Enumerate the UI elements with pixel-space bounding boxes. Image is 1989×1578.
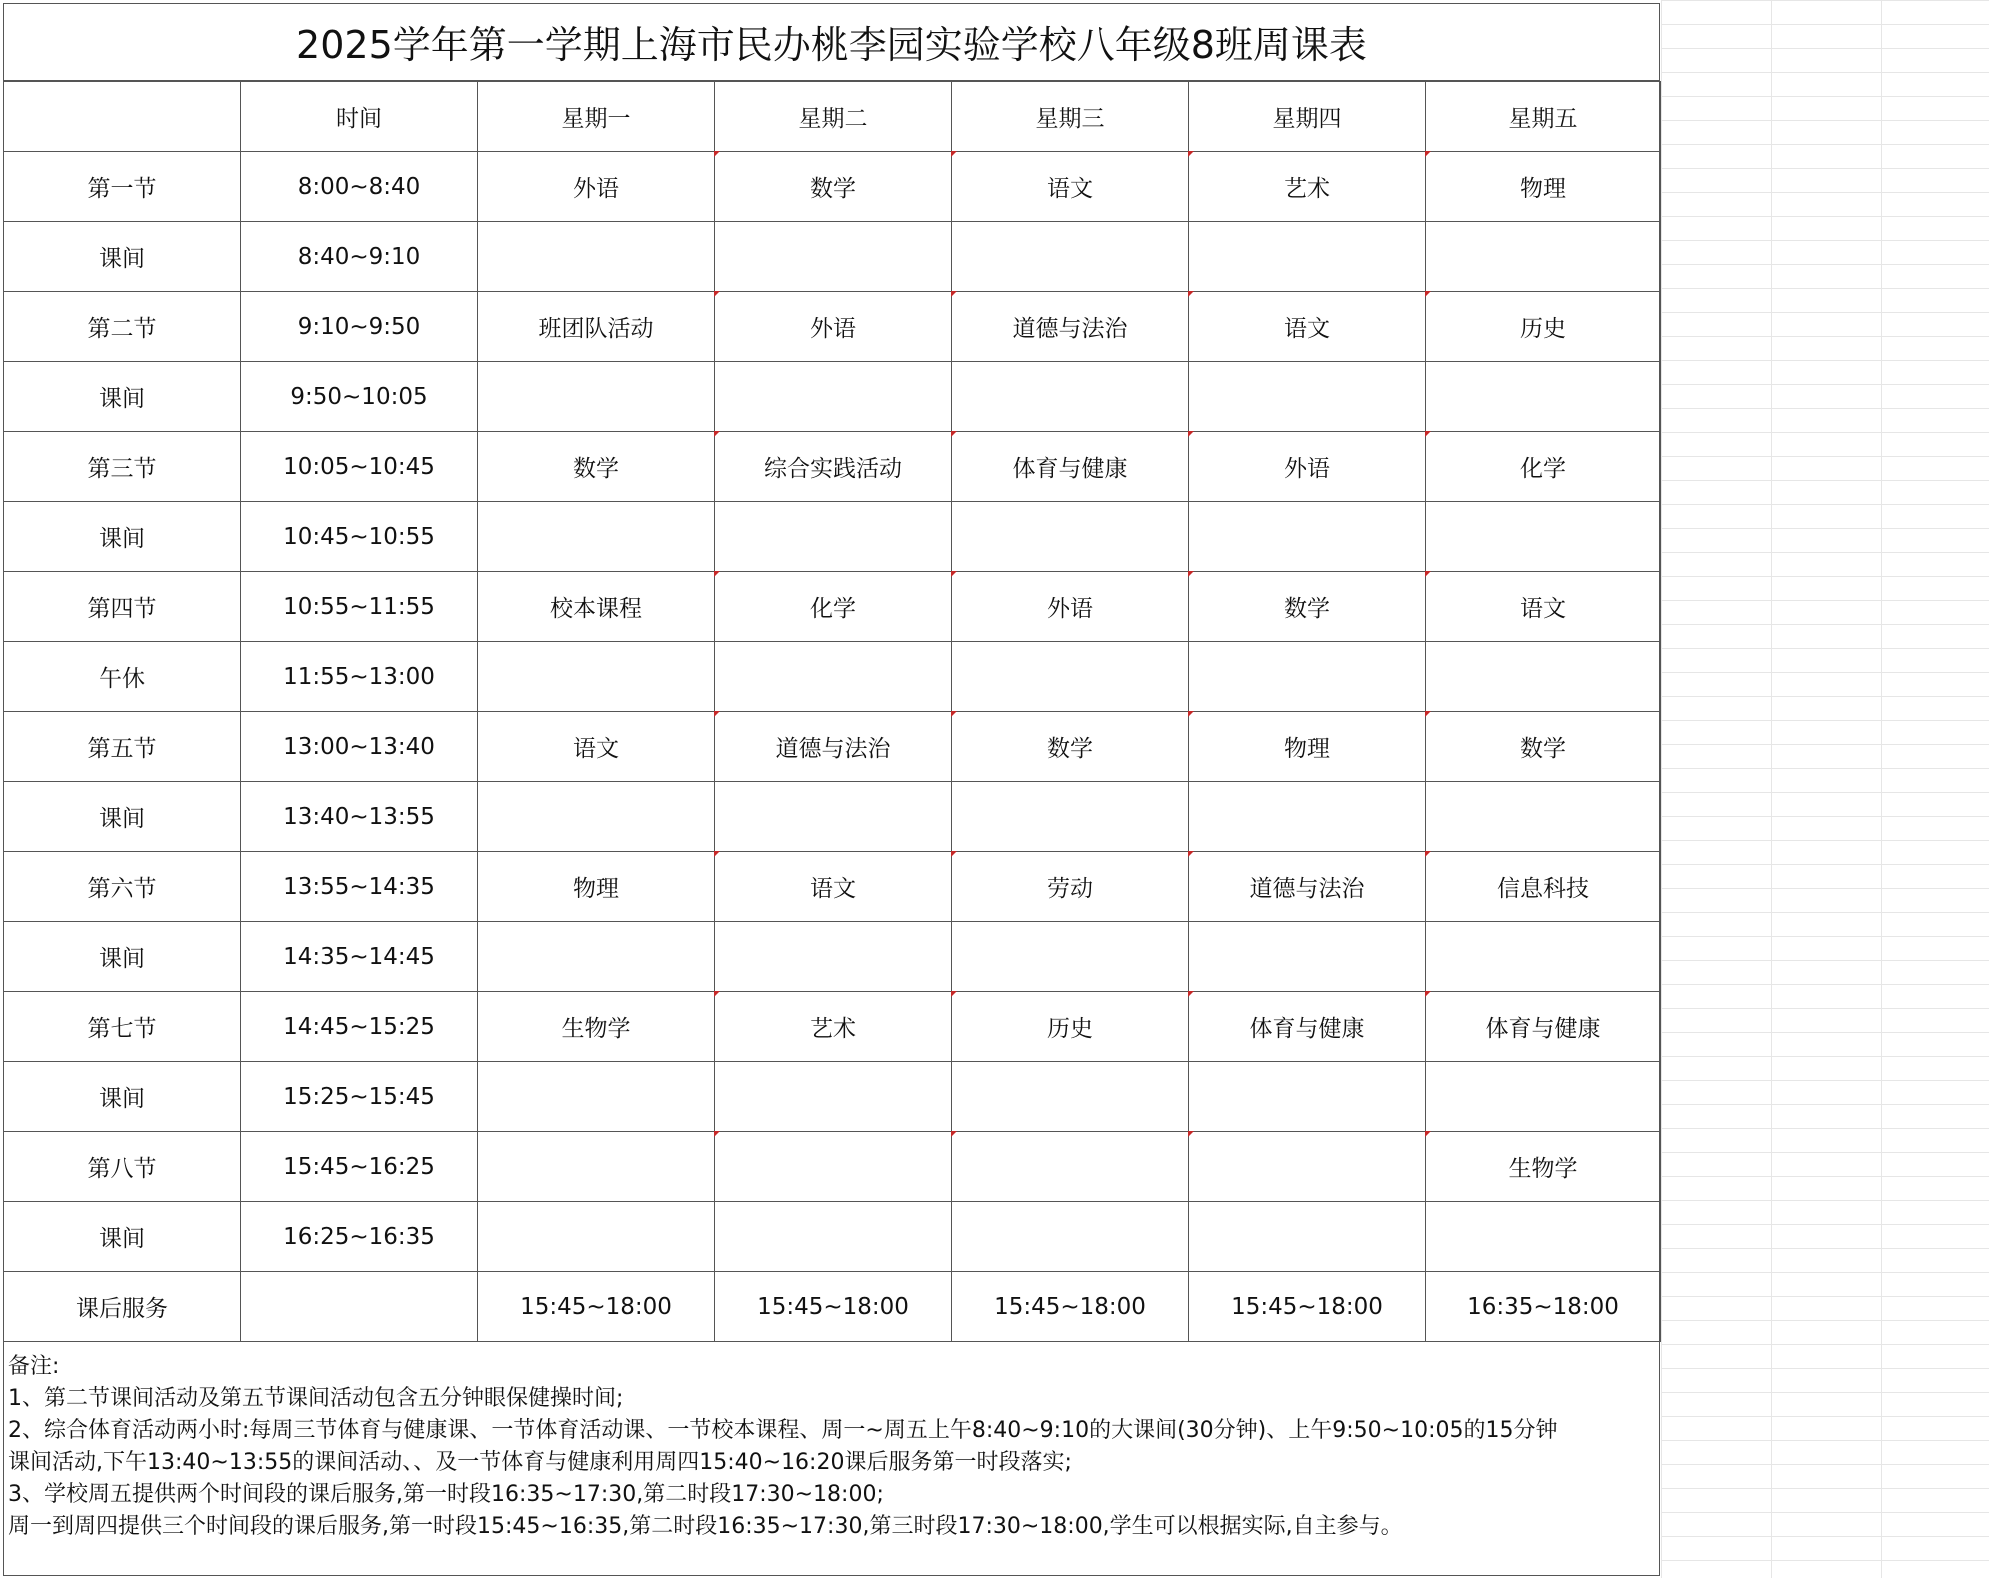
subject-cell[interactable]: 班团队活动 bbox=[478, 292, 715, 362]
subject-cell[interactable]: 数学 bbox=[1426, 712, 1661, 782]
subject-cell[interactable]: 物理 bbox=[1189, 712, 1426, 782]
time-cell[interactable]: 15:45~16:25 bbox=[241, 1132, 478, 1202]
subject-cell[interactable] bbox=[478, 502, 715, 572]
subject-cell[interactable] bbox=[952, 782, 1189, 852]
table-row bbox=[4, 922, 1661, 992]
subject-cell[interactable]: 道德与法治 bbox=[1189, 852, 1426, 922]
subject-cell[interactable]: 外语 bbox=[1189, 432, 1426, 502]
subject-cell[interactable] bbox=[715, 1202, 952, 1272]
time-cell[interactable]: 10:55~11:55 bbox=[241, 572, 478, 642]
subject-cell[interactable] bbox=[1189, 922, 1426, 992]
subject-cell[interactable] bbox=[715, 362, 952, 432]
period-label-cell[interactable]: 第七节 bbox=[4, 992, 241, 1062]
time-cell[interactable]: 9:10~9:50 bbox=[241, 292, 478, 362]
note-line: 1、第二节课间活动及第五节课间活动包含五分钟眼保健操时间; bbox=[8, 1386, 624, 1411]
note-line: 3、学校周五提供两个时间段的课后服务,第一时段16:35~17:30,第二时段17:30~18:00; bbox=[8, 1482, 884, 1507]
subject-cell[interactable]: 体育与健康 bbox=[1189, 992, 1426, 1062]
subject-cell[interactable]: 15:45~18:00 bbox=[952, 1272, 1189, 1342]
subject-cell[interactable] bbox=[1189, 782, 1426, 852]
table-row bbox=[4, 712, 1661, 782]
subject-cell[interactable] bbox=[952, 1202, 1189, 1272]
subject-cell[interactable] bbox=[1426, 502, 1661, 572]
subject-cell[interactable]: 15:45~18:00 bbox=[478, 1272, 715, 1342]
subject-cell[interactable] bbox=[952, 362, 1189, 432]
subject-cell[interactable]: 外语 bbox=[478, 152, 715, 222]
period-label-cell[interactable]: 午休 bbox=[4, 642, 241, 712]
table-row bbox=[4, 1202, 1661, 1272]
period-label-cell[interactable]: 第五节 bbox=[4, 712, 241, 782]
subject-cell[interactable] bbox=[952, 222, 1189, 292]
subject-cell[interactable] bbox=[952, 1062, 1189, 1132]
period-label-cell[interactable]: 第一节 bbox=[4, 152, 241, 222]
subject-cell[interactable]: 外语 bbox=[952, 572, 1189, 642]
subject-cell[interactable] bbox=[478, 922, 715, 992]
note-line: 2、综合体育活动两小时:每周三节体育与健康课、一节体育活动课、一节校本课程、周一~周五上午8:40~9:10的大课间(30分钟)、上午9:50~10:05的15分钟 bbox=[8, 1418, 1558, 1443]
time-cell[interactable]: 16:25~16:35 bbox=[241, 1202, 478, 1272]
subject-cell[interactable] bbox=[952, 1132, 1189, 1202]
time-cell[interactable] bbox=[241, 1272, 478, 1342]
subject-cell[interactable]: 数学 bbox=[1189, 572, 1426, 642]
subject-cell[interactable]: 语文 bbox=[1189, 292, 1426, 362]
table-row bbox=[4, 152, 1661, 222]
period-label-cell[interactable]: 课间 bbox=[4, 1062, 241, 1132]
subject-cell[interactable]: 校本课程 bbox=[478, 572, 715, 642]
subject-cell[interactable] bbox=[1189, 1202, 1426, 1272]
table-row bbox=[4, 292, 1661, 362]
header-day-cell: 星期一 bbox=[478, 82, 715, 152]
subject-cell[interactable]: 体育与健康 bbox=[952, 432, 1189, 502]
subject-cell[interactable]: 信息科技 bbox=[1426, 852, 1661, 922]
subject-cell[interactable]: 语文 bbox=[952, 152, 1189, 222]
time-cell[interactable]: 15:25~15:45 bbox=[241, 1062, 478, 1132]
subject-cell[interactable]: 化学 bbox=[715, 572, 952, 642]
subject-cell[interactable] bbox=[1189, 362, 1426, 432]
table-row bbox=[4, 852, 1661, 922]
subject-cell[interactable] bbox=[1189, 222, 1426, 292]
subject-cell[interactable]: 外语 bbox=[715, 292, 952, 362]
subject-cell[interactable]: 综合实践活动 bbox=[715, 432, 952, 502]
subject-cell[interactable]: 劳动 bbox=[952, 852, 1189, 922]
subject-cell[interactable]: 体育与健康 bbox=[1426, 992, 1661, 1062]
subject-cell[interactable] bbox=[1189, 642, 1426, 712]
subject-cell[interactable] bbox=[1426, 1202, 1661, 1272]
subject-cell[interactable] bbox=[1189, 502, 1426, 572]
period-label-cell[interactable]: 第四节 bbox=[4, 572, 241, 642]
header-day-cell: 星期二 bbox=[715, 82, 952, 152]
subject-cell[interactable] bbox=[715, 1132, 952, 1202]
subject-cell[interactable] bbox=[478, 362, 715, 432]
schedule-title: 2025学年第一学期上海市民办桃李园实验学校八年级8班周课表 bbox=[3, 3, 1660, 81]
subject-cell[interactable] bbox=[1426, 1062, 1661, 1132]
subject-cell[interactable] bbox=[1426, 222, 1661, 292]
spreadsheet-grid-background bbox=[1661, 0, 1989, 1578]
period-label-cell[interactable]: 课间 bbox=[4, 222, 241, 292]
subject-cell[interactable]: 道德与法治 bbox=[715, 712, 952, 782]
table-row bbox=[4, 782, 1661, 852]
subject-cell[interactable] bbox=[1426, 782, 1661, 852]
table-row bbox=[4, 642, 1661, 712]
period-label-cell[interactable]: 课间 bbox=[4, 362, 241, 432]
subject-cell[interactable]: 数学 bbox=[478, 432, 715, 502]
table-row bbox=[4, 1132, 1661, 1202]
subject-cell[interactable]: 数学 bbox=[952, 712, 1189, 782]
table-row bbox=[4, 432, 1661, 502]
subject-cell[interactable]: 化学 bbox=[1426, 432, 1661, 502]
subject-cell[interactable] bbox=[715, 922, 952, 992]
subject-cell[interactable] bbox=[952, 502, 1189, 572]
subject-cell[interactable] bbox=[478, 1132, 715, 1202]
time-cell[interactable]: 9:50~10:05 bbox=[241, 362, 478, 432]
subject-cell[interactable] bbox=[1426, 642, 1661, 712]
period-label-cell[interactable]: 第六节 bbox=[4, 852, 241, 922]
subject-cell[interactable] bbox=[715, 222, 952, 292]
time-cell[interactable]: 13:40~13:55 bbox=[241, 782, 478, 852]
time-cell[interactable]: 8:00~8:40 bbox=[241, 152, 478, 222]
subject-cell[interactable]: 艺术 bbox=[1189, 152, 1426, 222]
subject-cell[interactable]: 16:35~18:00 bbox=[1426, 1272, 1661, 1342]
subject-cell[interactable] bbox=[1189, 1132, 1426, 1202]
subject-cell[interactable]: 历史 bbox=[1426, 292, 1661, 362]
time-cell[interactable]: 14:35~14:45 bbox=[241, 922, 478, 992]
header-row bbox=[4, 82, 1661, 152]
header-time-cell: 时间 bbox=[241, 82, 478, 152]
subject-cell[interactable] bbox=[715, 1062, 952, 1132]
subject-cell[interactable]: 物理 bbox=[1426, 152, 1661, 222]
period-label-cell[interactable]: 第二节 bbox=[4, 292, 241, 362]
subject-cell[interactable] bbox=[1189, 1062, 1426, 1132]
header-day-cell: 星期五 bbox=[1426, 82, 1661, 152]
period-label-cell[interactable]: 第八节 bbox=[4, 1132, 241, 1202]
notes-heading: 备注: bbox=[8, 1354, 60, 1379]
subject-cell[interactable]: 15:45~18:00 bbox=[715, 1272, 952, 1342]
table-row bbox=[4, 992, 1661, 1062]
period-label-cell[interactable]: 课间 bbox=[4, 502, 241, 572]
time-cell[interactable]: 10:45~10:55 bbox=[241, 502, 478, 572]
timetable bbox=[3, 81, 1661, 1342]
subject-cell[interactable]: 生物学 bbox=[1426, 1132, 1661, 1202]
subject-cell[interactable]: 语文 bbox=[1426, 572, 1661, 642]
subject-cell[interactable] bbox=[715, 782, 952, 852]
subject-cell[interactable]: 道德与法治 bbox=[952, 292, 1189, 362]
subject-cell[interactable] bbox=[952, 642, 1189, 712]
period-label-cell[interactable]: 课间 bbox=[4, 1202, 241, 1272]
subject-cell[interactable] bbox=[1426, 362, 1661, 432]
table-row bbox=[4, 1272, 1661, 1342]
note-line: 课间活动,下午13:40~13:55的课间活动、、及一节体育与健康利用周四15:40~16:20课后服务第一时段落实; bbox=[8, 1450, 1072, 1475]
subject-cell[interactable] bbox=[1426, 922, 1661, 992]
subject-cell[interactable] bbox=[478, 1202, 715, 1272]
subject-cell[interactable] bbox=[478, 1062, 715, 1132]
header-day-cell: 星期四 bbox=[1189, 82, 1426, 152]
header-day-cell: 星期三 bbox=[952, 82, 1189, 152]
table-row bbox=[4, 222, 1661, 292]
period-label-cell[interactable]: 课后服务 bbox=[4, 1272, 241, 1342]
note-line: 周一到周四提供三个时间段的课后服务,第一时段15:45~16:35,第二时段16:35~17:30,第三时段17:30~18:00,学生可以根据实际,自主参与。 bbox=[8, 1514, 1403, 1539]
subject-cell[interactable]: 语文 bbox=[715, 852, 952, 922]
subject-cell[interactable]: 物理 bbox=[478, 852, 715, 922]
notes-section bbox=[8, 1351, 1656, 1543]
subject-cell[interactable] bbox=[478, 642, 715, 712]
subject-cell[interactable]: 15:45~18:00 bbox=[1189, 1272, 1426, 1342]
period-label-cell[interactable]: 课间 bbox=[4, 782, 241, 852]
time-cell[interactable]: 13:55~14:35 bbox=[241, 852, 478, 922]
subject-cell[interactable]: 历史 bbox=[952, 992, 1189, 1062]
subject-cell[interactable]: 数学 bbox=[715, 152, 952, 222]
table-row bbox=[4, 572, 1661, 642]
subject-cell[interactable]: 艺术 bbox=[715, 992, 952, 1062]
table-row bbox=[4, 362, 1661, 432]
time-cell[interactable]: 11:55~13:00 bbox=[241, 642, 478, 712]
subject-cell[interactable] bbox=[715, 642, 952, 712]
table-row bbox=[4, 1062, 1661, 1132]
subject-cell[interactable] bbox=[478, 782, 715, 852]
subject-cell[interactable]: 生物学 bbox=[478, 992, 715, 1062]
period-label-cell[interactable]: 第三节 bbox=[4, 432, 241, 502]
period-label-cell[interactable]: 课间 bbox=[4, 922, 241, 992]
table-row bbox=[4, 502, 1661, 572]
subject-cell[interactable] bbox=[478, 222, 715, 292]
time-cell[interactable]: 8:40~9:10 bbox=[241, 222, 478, 292]
time-cell[interactable]: 13:00~13:40 bbox=[241, 712, 478, 782]
subject-cell[interactable]: 语文 bbox=[478, 712, 715, 782]
subject-cell[interactable] bbox=[715, 502, 952, 572]
time-cell[interactable]: 14:45~15:25 bbox=[241, 992, 478, 1062]
subject-cell[interactable] bbox=[952, 922, 1189, 992]
header-corner-cell bbox=[4, 82, 241, 152]
time-cell[interactable]: 10:05~10:45 bbox=[241, 432, 478, 502]
